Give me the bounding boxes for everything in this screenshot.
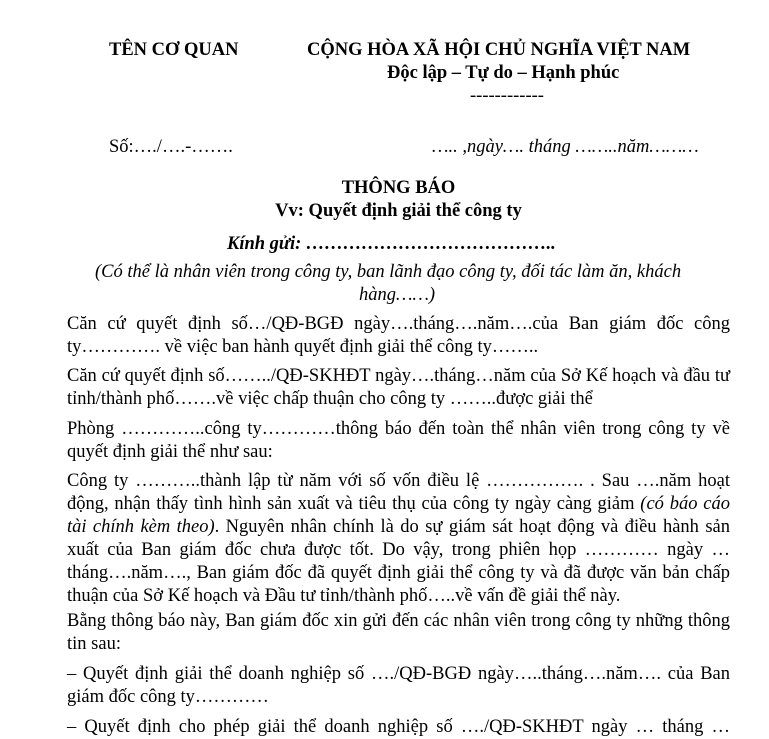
- recipient-note-line1: (Có thể là nhân viên trong công ty, ban lãnh đạo công ty, đối tác làm ăn, khách: [95, 262, 682, 282]
- motto-divider: ------------: [470, 86, 544, 106]
- nation-title: CỘNG HÒA XÃ HỘI CHỦ NGHĨA VIỆT NAM: [307, 40, 691, 60]
- document-number: Số:…./….-…….: [109, 137, 233, 157]
- paragraph-announcement: Phòng …………..công ty…………thông báo đến toàn thể nhân viên trong công ty về quyết định giải thể như sau:: [67, 419, 730, 462]
- document-title: THÔNG BÁO: [341, 178, 456, 198]
- paragraph-basis-1: Căn cứ quyết định số…/QĐ-BGĐ ngày….tháng….năm….của Ban giám đốc công ty…………. về việc ban hành quyết định giải thể công ty……..: [67, 314, 730, 357]
- paragraph-basis-2: Căn cứ quyết định số……../QĐ-SKHĐT ngày….tháng…năm của Sở Kế hoạch và đầu tư tỉnh/thành phố…….về việc chấp thuận cho công ty ……..được giải thể: [67, 366, 730, 409]
- list-item-decision-skhdt: – Quyết định cho phép giải thể doanh nghiệp số …./QĐ-SKHĐT ngày … tháng …: [67, 717, 730, 737]
- national-motto: Độc lập – Tự do – Hạnh phúc: [387, 63, 620, 83]
- agency-name: TÊN CƠ QUAN: [109, 40, 239, 60]
- reason-text-part2: . Nguyên nhân chính là do sự giám sát hoạt động và điều hành sản xuất của Ban giám đốc chưa được tốt. Do vậy, trong phiên họp ………… ngày …tháng….năm…., Ban giám đốc đã quyết định giải thể công ty và đã được văn bản chấp thuận của Sở Kế hoạch và Đầu tư tỉnh/thành phố…..về vấn đề giải thể này.: [67, 517, 730, 606]
- reason-text-part1: Công ty ………..thành lập từ năm với số vốn điều lệ ……………. . Sau ….năm hoạt động, nhận thấy tình hình sản xuất và tiêu thụ của công ty ngày càng giảm: [67, 471, 730, 514]
- document-subject: Vv: Quyết định giải thể công ty: [275, 201, 522, 221]
- reason-italic-note: (có báo cáo tài chính kèm theo): [67, 494, 730, 537]
- document-date: ….. ,ngày…. tháng ……..năm………: [432, 137, 699, 157]
- paragraph-reason: [67, 470, 730, 608]
- recipient-note-line2: hàng……): [359, 285, 436, 305]
- list-item-decision-bgd: – Quyết định giải thể doanh nghiệp số …./QĐ-BGĐ ngày…..tháng….năm…. của Ban giám đốc công ty…………: [67, 664, 730, 707]
- recipient-line: Kính gửi: …………………………………..: [227, 234, 556, 254]
- paragraph-info-intro: Bằng thông báo này, Ban giám đốc xin gửi đến các nhân viên trong công ty những thông tin sau:: [67, 611, 730, 654]
